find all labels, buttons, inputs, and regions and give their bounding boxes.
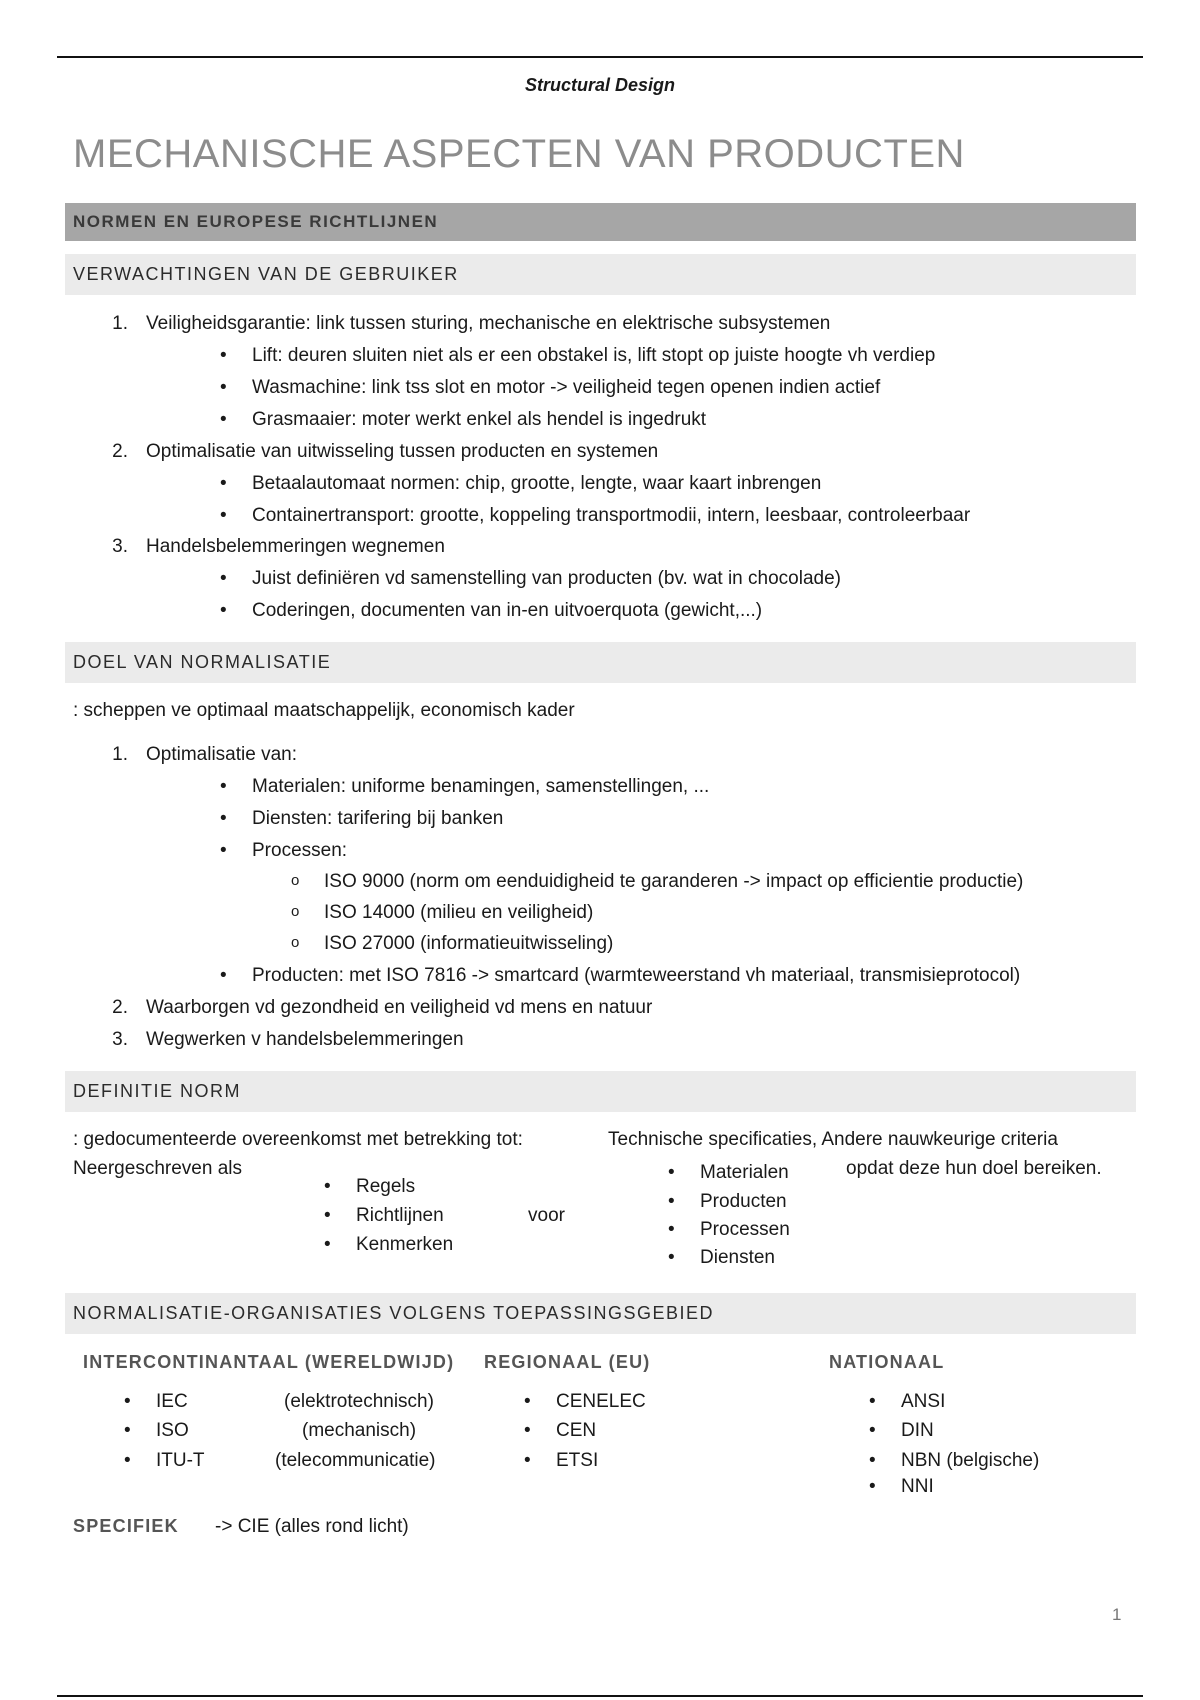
subheading-organisaties — [65, 1293, 1136, 1334]
bullet-item: • Diensten: tarifering bij banken — [252, 808, 503, 830]
column-heading-nationaal: NATIONAAL — [829, 1352, 945, 1372]
list-item: Veiligheidsgarantie: link tussen sturing, mechanische en elektrische subsystemen — [146, 313, 831, 334]
definition-text: Neergeschreven als — [73, 1158, 242, 1179]
org-name: • NBN (belgische) — [901, 1450, 1039, 1472]
bullet-item: • Betaalautomaat normen: chip, grootte, lengte, waar kaart inbrengen — [252, 473, 821, 495]
bullet-item: • Richtlijnen — [356, 1205, 444, 1227]
bullet-item: • Containertransport: grootte, koppeling transportmodii, intern, leesbaar, controleerbaar — [252, 505, 970, 527]
list-number: 3. — [112, 1029, 128, 1050]
bullet-item: • Juist definiëren vd samenstelling van producten (bv. wat in chocolade) — [252, 568, 841, 590]
subheading-label: NORMALISATIE-ORGANISATIES VOLGENS TOEPASSINGSGEBIED — [73, 1303, 714, 1323]
definition-text: Technische specificaties, Andere nauwkeurige criteria — [608, 1129, 1058, 1150]
list-item: Wegwerken v handelsbelemmeringen — [146, 1029, 464, 1050]
bullet-item: • Regels — [356, 1176, 415, 1198]
org-desc: (mechanisch) — [302, 1420, 417, 1441]
column-heading-intercontinentaal: INTERCONTINANTAAL (WERELDWIJD) — [83, 1352, 455, 1372]
bullet-item: • Diensten — [700, 1247, 775, 1269]
bullet-item: • Kenmerken — [356, 1234, 453, 1256]
specifiek-label: SPECIFIEK — [73, 1516, 179, 1536]
bullet-item: • Producten — [700, 1191, 787, 1213]
sub-bullet-item: o ISO 14000 (milieu en veiligheid) — [324, 902, 593, 924]
org-name: • NNI — [901, 1476, 934, 1498]
org-name: • CENELEC — [556, 1391, 646, 1413]
bullet-item: • Grasmaaier: moter werkt enkel als hendel is ingedrukt — [252, 409, 706, 431]
bullet-item: • Processen — [700, 1219, 790, 1241]
list-number: 1. — [112, 313, 128, 334]
org-desc: (telecommunicatie) — [275, 1450, 436, 1471]
list-number: 3. — [112, 536, 128, 557]
column-heading-regionaal: REGIONAAL (EU) — [484, 1352, 651, 1372]
bottom-rule — [57, 1695, 1143, 1697]
section-heading-normen — [65, 203, 1136, 241]
subheading-definitie — [65, 1071, 1136, 1112]
list-item: Optimalisatie van uitwisseling tussen producten en systemen — [146, 441, 659, 462]
list-number: 2. — [112, 997, 128, 1018]
running-header: Structural Design — [524, 75, 676, 95]
org-name: • DIN — [901, 1420, 934, 1442]
definition-text: : gedocumenteerde overeenkomst met betrekking tot: — [73, 1129, 523, 1150]
subheading-verwachtingen — [65, 254, 1136, 295]
org-name: • ETSI — [556, 1450, 598, 1472]
org-name: • ANSI — [901, 1391, 945, 1413]
definition-text: opdat deze hun doel bereiken. — [846, 1158, 1102, 1179]
bullet-item: • Coderingen, documenten van in-en uitvoerquota (gewicht,...) — [252, 600, 762, 622]
page-number: 1 — [1112, 1605, 1122, 1624]
subheading-label: DOEL VAN NORMALISATIE — [73, 652, 332, 672]
subheading-label: VERWACHTINGEN VAN DE GEBRUIKER — [73, 264, 459, 284]
top-rule — [57, 56, 1143, 58]
sub-bullet-item: o ISO 27000 (informatieuitwisseling) — [324, 933, 613, 955]
definition-voor: voor — [528, 1205, 565, 1226]
org-desc: (elektrotechnisch) — [284, 1391, 434, 1412]
org-name: • CEN — [556, 1420, 596, 1442]
subheading-doel — [65, 642, 1136, 683]
list-item: Handelsbelemmeringen wegnemen — [146, 536, 445, 557]
bullet-item: • Lift: deuren sluiten niet als er een obstakel is, lift stopt op juiste hoogte vh verdiep — [252, 345, 935, 367]
org-name: • ITU-T — [156, 1450, 205, 1472]
bullet-item: • Materialen: uniforme benamingen, samenstellingen, ... — [252, 776, 709, 798]
list-item: Waarborgen vd gezondheid en veiligheid vd mens en natuur — [146, 997, 653, 1018]
bullet-item: • Materialen — [700, 1162, 789, 1184]
org-name: • ISO — [156, 1420, 189, 1442]
bullet-item: • Processen: — [252, 840, 347, 862]
section-heading-label: NORMEN EN EUROPESE RICHTLIJNEN — [73, 212, 439, 231]
list-number: 1. — [112, 744, 128, 765]
org-name: • IEC — [156, 1391, 188, 1413]
subheading-label: DEFINITIE NORM — [73, 1081, 241, 1101]
specifiek-text: -> CIE (alles rond licht) — [215, 1516, 409, 1537]
list-item: Optimalisatie van: — [146, 744, 298, 765]
sub-bullet-item: o ISO 9000 (norm om eenduidigheid te garanderen -> impact op efficientie productie) — [324, 871, 1023, 893]
bullet-item: • Wasmachine: link tss slot en motor -> veiligheid tegen openen indien actief — [252, 377, 880, 399]
list-number: 2. — [112, 441, 128, 462]
page-title: MECHANISCHE ASPECTEN VAN PRODUCTEN — [73, 132, 965, 176]
intro-text: : scheppen ve optimaal maatschappelijk, economisch kader — [73, 700, 575, 721]
bullet-item: • Producten: met ISO 7816 -> smartcard (warmteweerstand vh materiaal, transmisieprotocol) — [252, 965, 1020, 987]
